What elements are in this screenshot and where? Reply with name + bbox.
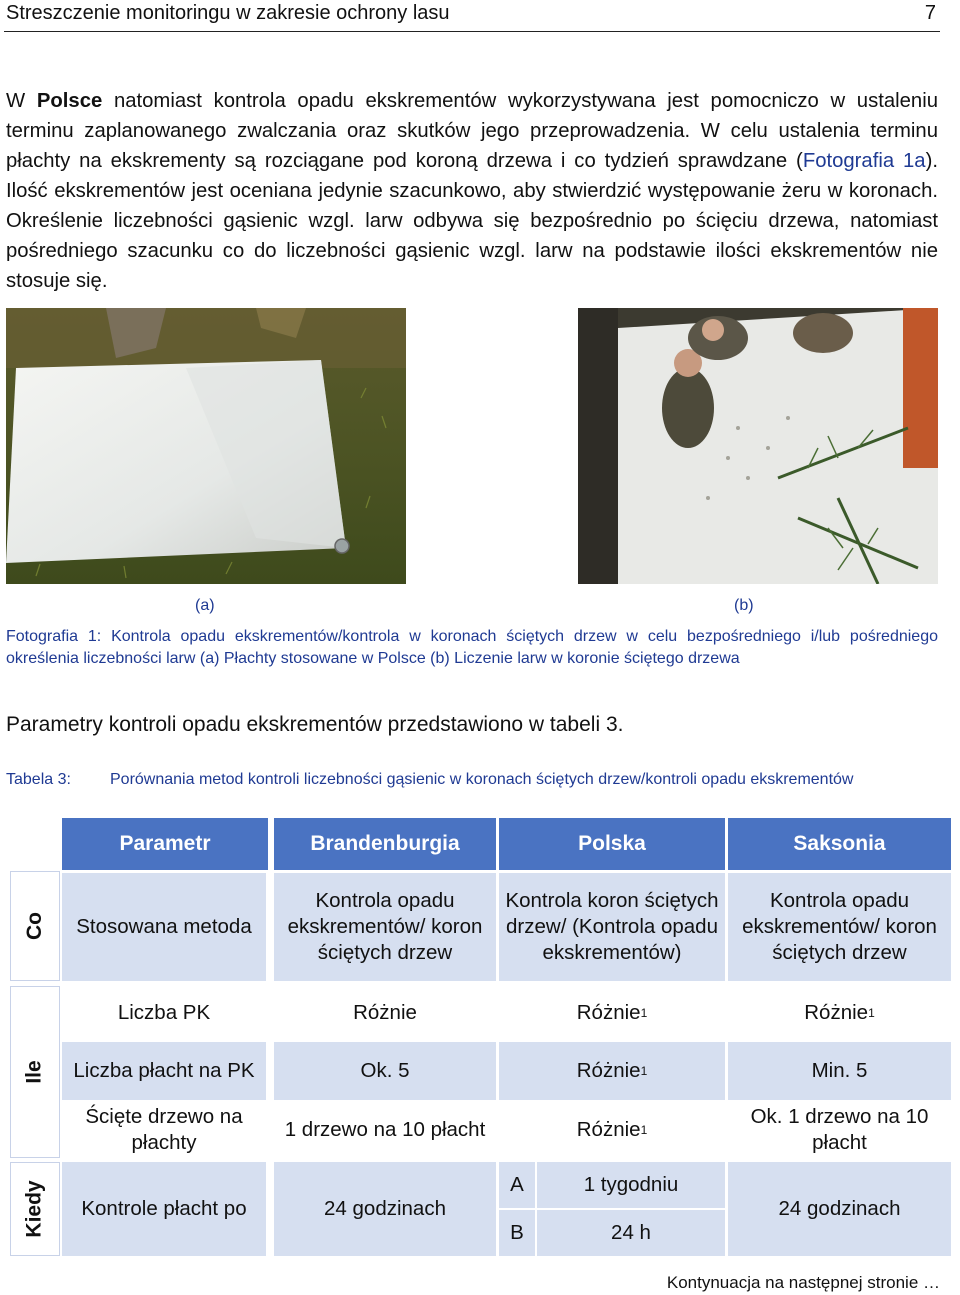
- running-header-title: Streszczenie monitoringu w zakresie ochrony lasu: [6, 2, 450, 24]
- header-brandenburgia: Brandenburgia: [274, 818, 496, 870]
- pk-brandenburgia-cell: Różnie: [274, 986, 496, 1040]
- sheets-saksonia-cell: Min. 5: [728, 1042, 951, 1100]
- photo-b-label: (b): [734, 597, 754, 614]
- check-polska-a-value: 1 tygodniu: [537, 1162, 725, 1208]
- header-polska: Polska: [499, 818, 725, 870]
- photo-a-illustration: [6, 308, 406, 584]
- paragraph-lead: W: [6, 90, 26, 112]
- body-paragraph: [6, 86, 938, 296]
- sheets-param-cell: Liczba płacht na PK: [62, 1042, 266, 1100]
- pk-saksonia-cell: Różnie 1: [728, 986, 951, 1040]
- paragraph-part-2: ). Ilość ekskrementów jest oceniana jedynie szacunkowo, aby stwierdzić występowanie żeru w koronach. Określenie liczebności gąsienic wzgl. larw odbywa się bezpośrednio po ścięciu drzewa, natomiast pośredniego szacunku co do liczebności gąsienic wzgl. larw na podstawie ilości ekskrementów nie stosuje się.: [6, 150, 938, 292]
- felled-saksonia-cell: Ok. 1 drzewo na 10 płacht: [728, 1101, 951, 1159]
- felled-param-cell: Ścięte drzewo na płachty: [62, 1101, 266, 1159]
- sheets-polska-cell: Różnie 1: [499, 1042, 725, 1100]
- method-saksonia-cell: Kontrola opadu ekskrementów/ koron ściętych drzew: [728, 873, 951, 981]
- photo-b-illustration: [578, 308, 938, 584]
- table-caption: [6, 769, 906, 791]
- photo-b-counting-larvae: [578, 308, 938, 584]
- pk-polska-cell: Różnie 1: [499, 986, 725, 1040]
- photo-a-sheet-on-grass: [6, 308, 406, 584]
- params-sentence: Parametry kontroli opadu ekskrementów przedstawiono w tabeli 3.: [6, 713, 624, 736]
- table-caption-label: Tabela 3:: [6, 771, 71, 788]
- row-label-co: Co: [10, 871, 60, 981]
- felled-brandenburgia-cell: 1 drzewo na 10 płacht: [274, 1101, 496, 1159]
- row-label-kiedy: Kiedy: [10, 1162, 60, 1256]
- paragraph-part-1: natomiast kontrola opadu ekskrementów wykorzystywana jest pomocniczo w ustaleniu terminu zaplanowanego zwalczania oraz skutków jego przeprowadzenia. W celu ustalenia terminu płachty na ekskrementy są rozciągane pod koroną drzewa i co tydzień sprawdzane (: [6, 90, 938, 172]
- felled-polska-cell: Różnie 1: [499, 1101, 725, 1159]
- page-number: 7: [924, 2, 936, 24]
- method-param-cell: Stosowana metoda: [62, 873, 266, 981]
- check-polska-b-value: 24 h: [537, 1210, 725, 1256]
- country-name: Polsce: [36, 90, 103, 112]
- header-parametr: Parametr: [62, 818, 268, 870]
- check-polska-a-label: A: [499, 1162, 535, 1208]
- continuation-note: Kontynuacja na następnej stronie …: [666, 1273, 940, 1292]
- check-brandenburgia-cell: 24 godzinach: [274, 1162, 496, 1256]
- header-divider: [4, 31, 940, 32]
- check-saksonia-cell: 24 godzinach: [728, 1162, 951, 1256]
- photo-reference-link[interactable]: Fotografia 1a: [802, 150, 926, 172]
- photo-a-label: (a): [195, 597, 215, 614]
- check-polska-b-label: B: [499, 1210, 535, 1256]
- method-polska-cell: Kontrola koron ściętych drzew/ (Kontrola opadu ekskrementów): [499, 873, 725, 981]
- check-param-cell: Kontrole płacht po: [62, 1162, 266, 1256]
- header-saksonia: Saksonia: [728, 818, 951, 870]
- method-brandenburgia-cell: Kontrola opadu ekskrementów/ koron ściętych drzew: [274, 873, 496, 981]
- pk-param-cell: Liczba PK: [62, 986, 266, 1040]
- sheets-brandenburgia-cell: Ok. 5: [274, 1042, 496, 1100]
- table-caption-text: Porównania metod kontroli liczebności gąsienic w koronach ściętych drzew/kontroli opadu ekskrementów: [110, 771, 854, 788]
- figure-caption: Fotografia 1: Kontrola opadu ekskrementów/kontrola w koronach ściętych drzew w celu bezpośredniego i/lub pośredniego określenia liczebności larw (a) Płachty stosowane w Polsce (b) Liczenie larw w koronie ściętego drzewa: [6, 628, 938, 667]
- row-label-ile: Ile: [10, 986, 60, 1158]
